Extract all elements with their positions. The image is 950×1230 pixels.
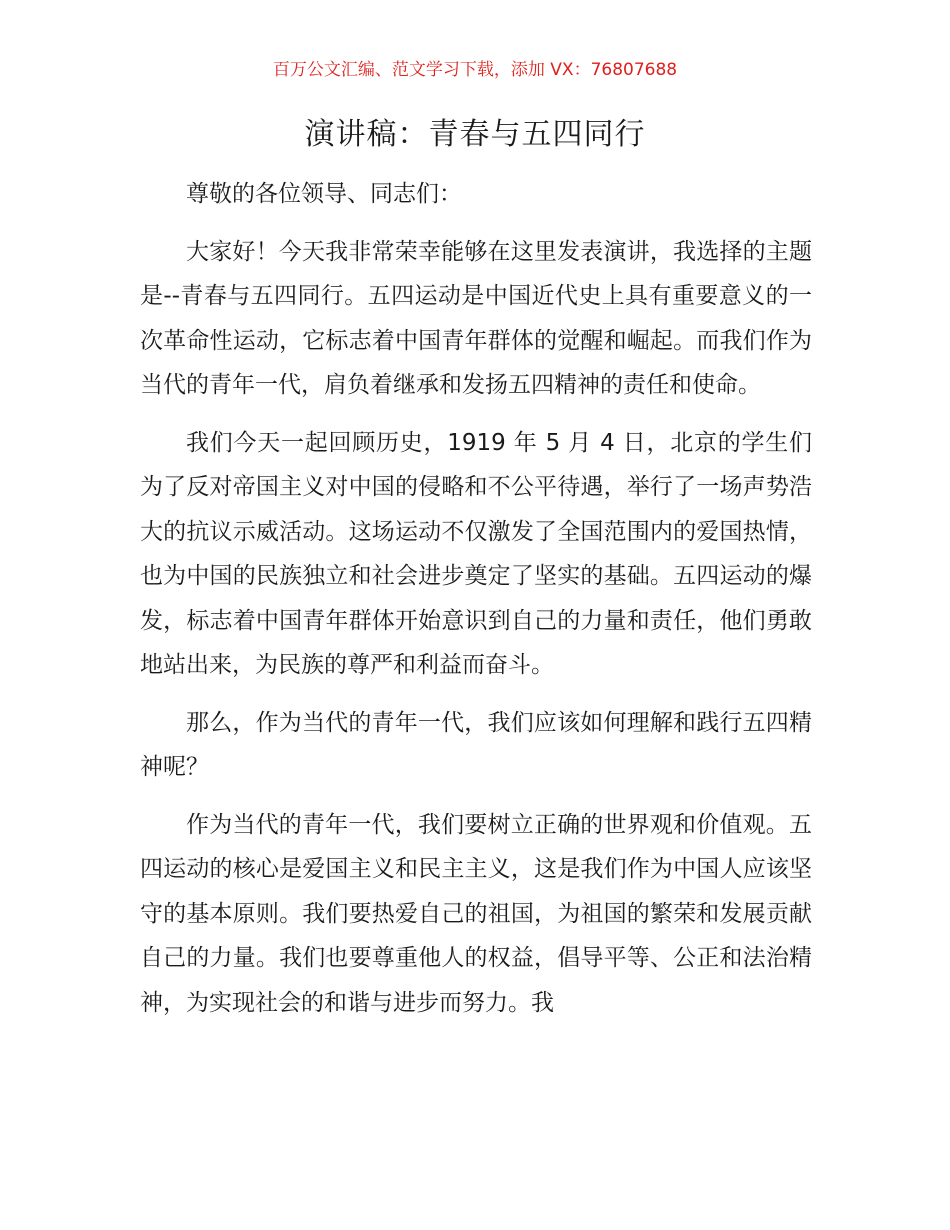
body-paragraph: 作为当代的青年一代，我们要树立正确的世界观和价值观。五四运动的核心是爱国主义和民主主义，这是我们作为中国人应该坚守的基本原则。我们要热爱自己的祖国，为祖国的繁荣和发展贡献自己的力量。我们也要尊重他人的权益，倡导平等、公正和法治精神，为实现社会的和谐与进步而努力。我 bbox=[140, 811, 812, 1016]
salutation-paragraph: 尊敬的各位领导、同志们： bbox=[186, 181, 462, 207]
header-note: 百万公文汇编、范文学习下载，添加 VX：76807688 bbox=[272, 60, 678, 80]
document-body bbox=[140, 172, 812, 1038]
body-paragraph: 我们今天一起回顾历史，1919 年 5 月 4 日，北京的学生们为了反对帝国主义对中国的侵略和不公平待遇，举行了一场声势浩大的抗议示威活动。这场运动不仅激发了全国范围内的爱国热情，也为中国的民族独立和社会进步奠定了坚实的基础。五四运动的爆发，标志着中国青年群体开始意识到自己的力量和责任，他们勇敢地站出来，为民族的尊严和利益而奋斗。 bbox=[140, 429, 812, 678]
document-title: 演讲稿：青春与五四同行 bbox=[304, 117, 646, 152]
body-paragraph: 大家好！今天我非常荣幸能够在这里发表演讲，我选择的主题是--青春与五四同行。五四运动是中国近代史上具有重要意义的一次革命性运动，它标志着中国青年群体的觉醒和崛起。而我们作为当代的青年一代，肩负着继承和发扬五四精神的责任和使命。 bbox=[140, 238, 812, 398]
body-paragraph: 那么，作为当代的青年一代，我们应该如何理解和践行五四精神呢？ bbox=[140, 709, 812, 780]
